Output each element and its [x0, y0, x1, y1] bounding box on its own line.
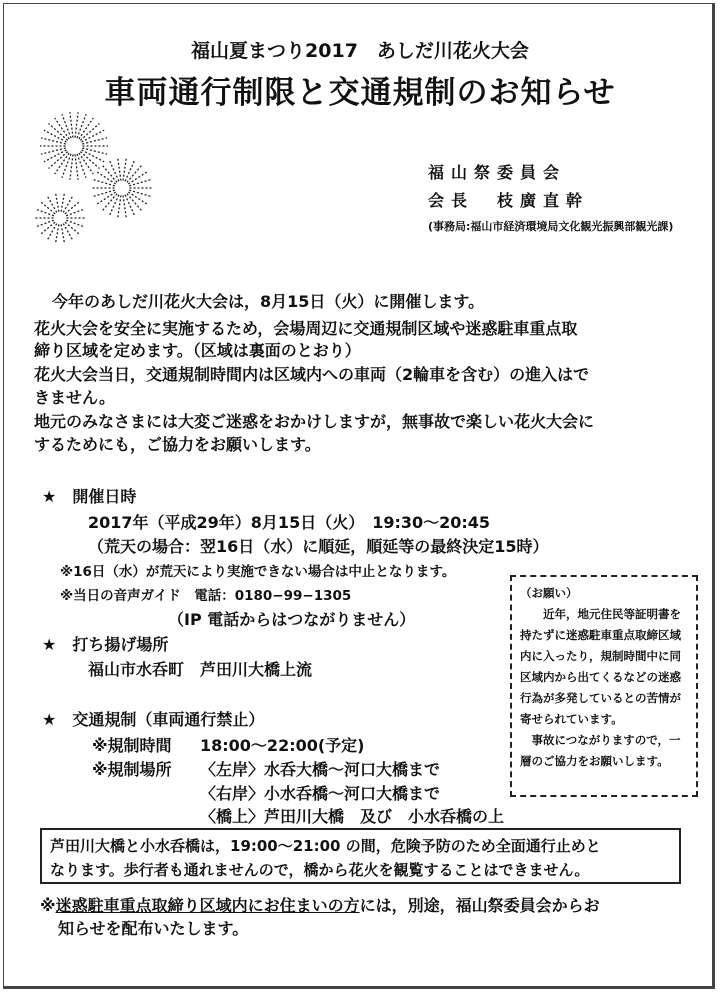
- firework-ray: [93, 190, 115, 196]
- firework-ray: [128, 192, 147, 204]
- footer-note-line2: 知らせを配布いたします。: [58, 919, 249, 938]
- firework-ray: [41, 148, 66, 154]
- firework-ray: [70, 112, 73, 137]
- schedule-ip-note: （IP 電話からはつながりません）: [168, 610, 416, 629]
- request-text: 近年，地元住民等証明書を持たずに迷惑駐車重点取締区域内に入ったり，規制時間中に同区域内から出てくるなどの迷惑行為が多発しているとの苦情が寄せられています。: [520, 607, 681, 726]
- traffic-place-label: ※規制場所: [92, 760, 172, 779]
- firework-ray: [70, 154, 73, 179]
- firework-ray: [123, 195, 126, 217]
- firework-ray: [63, 224, 73, 241]
- firework-ray: [61, 224, 64, 243]
- schedule-date: 2017年（平成29年）8月15日（火） 19:30〜20:45: [88, 513, 491, 532]
- traffic-place: 〈右岸〉小水呑橋〜河口大橋まで: [200, 784, 441, 803]
- footer-rest: には，別途，福山祭委員会からお: [359, 896, 600, 915]
- firework-ray: [47, 224, 57, 241]
- schedule-heading: ★ 開催日時: [42, 487, 137, 506]
- footer-prefix: ※: [40, 896, 56, 915]
- intro-line: きません。: [34, 388, 115, 407]
- event-subtitle: 福山夏まつり2017 あしだ川花火大会: [191, 40, 529, 62]
- launch-place: 福山市水呑町 芦田川大橋上流: [88, 660, 313, 679]
- firework-ray: [75, 112, 78, 137]
- bridge-closure-line: なります。歩行者も通れませんので，橋から花火を観覧することはできません。: [50, 861, 590, 879]
- firework-ray: [55, 153, 69, 174]
- firework-ray: [97, 172, 116, 184]
- organization-office: (事務局:福山市経済環境局文化観光振興部観光課): [428, 220, 674, 233]
- firework-ray: [129, 180, 151, 186]
- schedule-phone: ※当日の音声ガイド 電話：0180−99−1305: [60, 588, 352, 604]
- traffic-heading: ★ 交通規制（車両通行禁止）: [42, 710, 265, 729]
- firework-ray: [75, 154, 78, 179]
- firework-ray: [55, 192, 58, 211]
- firework-ray: [123, 158, 126, 180]
- traffic-place: 〈橋上〉芦田川大橋 及び 小水呑橋の上: [200, 807, 505, 826]
- firework-ray: [82, 130, 105, 142]
- schedule-note: ※16日（水）が荒天により実施できない場合は中止となります。: [60, 564, 456, 580]
- fireworks-illustration: [22, 108, 162, 258]
- firework-ray: [61, 192, 64, 211]
- firework-ray: [41, 138, 66, 144]
- intro-line: 花火大会を安全に実施するため，会場周辺に交通規制区域や迷惑駐車重点取: [34, 319, 578, 338]
- firework-ray: [55, 118, 69, 139]
- firework-ray: [82, 150, 105, 162]
- firework-ray: [82, 138, 107, 144]
- traffic-time-value: 18:00〜22:00(予定): [200, 736, 365, 755]
- firework-ray: [118, 158, 121, 180]
- footer-underlined: 迷惑駐車重点取締り区域内にお住まいの方: [55, 896, 360, 915]
- schedule-rain: （荒天の場合：翌16日（水）に順延，順延等の最終決定15時）: [88, 537, 549, 556]
- firework-ray: [118, 195, 121, 217]
- intro-line: 今年のあしだ川花火大会は，8月15日（火）に開催します。: [52, 292, 485, 311]
- launch-heading: ★ 打ち揚げ場所: [42, 635, 169, 654]
- intro-line: 締り区域を定めます。（区域は裏面のとおり）: [34, 341, 361, 360]
- intro-line: 地元のみなさまには大変ご迷惑をおかけしますが，無事故で楽しい花火大会に: [34, 412, 595, 431]
- organization-chair: 会長 枝廣直幹: [428, 191, 590, 210]
- firework-ray: [79, 153, 93, 174]
- firework-ray: [79, 118, 93, 139]
- firework-ray: [82, 148, 107, 154]
- bridge-closure-notice: [40, 828, 681, 884]
- page-title: 車両通行制限と交通規制のお知らせ: [104, 75, 616, 111]
- firework-ray: [129, 190, 151, 196]
- intro-line: 花火大会当日，交通規制時間内は区域内への車両（2輪車を含む）の進入はで: [34, 365, 590, 384]
- intro-line: するためにも，ご協力をお願いします。: [34, 435, 321, 454]
- footer-note: [40, 893, 600, 916]
- request-title: （お願い）: [520, 586, 578, 600]
- request-text: 事故につながりますので，一層のご協力をお願いします。: [520, 733, 681, 768]
- firework-ray: [44, 150, 67, 162]
- firework-ray: [47, 195, 57, 212]
- firework-ray: [44, 130, 67, 142]
- bridge-closure-line: 芦田川大橋と小水呑橋は，19:00〜21:00 の間，危険予防のため全面通行止めと: [50, 837, 601, 855]
- firework-ray: [93, 180, 115, 186]
- organization-name: 福山祭委員会: [428, 163, 567, 182]
- firework-ray: [97, 192, 116, 204]
- traffic-place: 〈左岸〉水呑大橋〜河口大橋まで: [200, 760, 441, 779]
- request-notice-box: [510, 575, 698, 797]
- firework-ray: [128, 172, 147, 184]
- firework-ray: [55, 224, 58, 243]
- firework-ray: [63, 195, 73, 212]
- traffic-time-label: ※規制時間: [92, 736, 172, 755]
